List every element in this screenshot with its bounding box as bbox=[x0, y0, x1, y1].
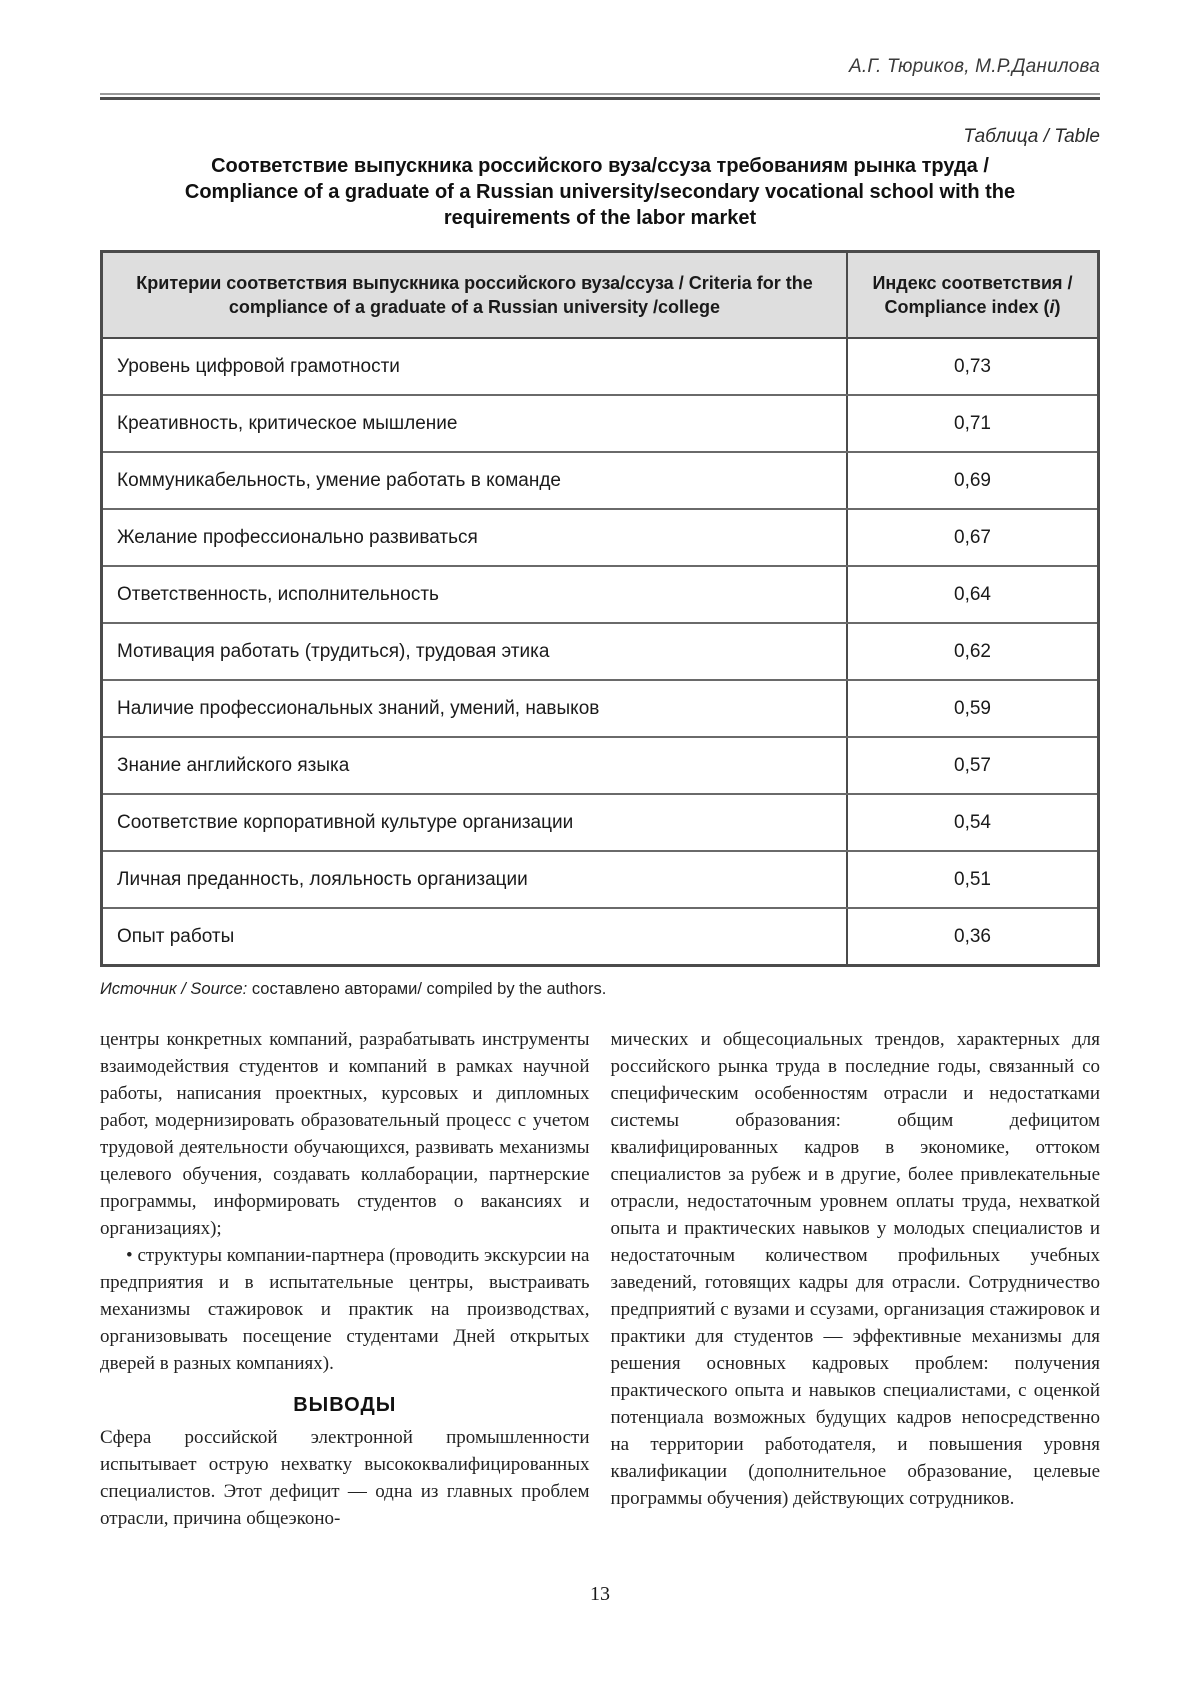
table-header-index-close: ) bbox=[1054, 297, 1061, 317]
table-header-index-i: i bbox=[1049, 297, 1055, 317]
value-cell: 0,71 bbox=[954, 412, 991, 434]
criteria-cell: Коммуникабельность, умение работать в команде bbox=[103, 453, 848, 508]
body-column-left bbox=[100, 1026, 590, 1532]
table-title bbox=[100, 153, 1100, 231]
paragraph-bullet: • структуры компании-партнера (проводить экскурсии на предприятия и в испытательные центры, выстраивать механизмы стажировок и практик на производствах, организовывать посещение студентами Дней открытых дверей в разных компаниях). bbox=[100, 1245, 590, 1374]
value-cell: 0,67 bbox=[954, 526, 991, 548]
table-header-index bbox=[848, 253, 1097, 337]
paragraph: центры конкретных компаний, разрабатывать инструменты взаимодействия студентов и компаний в рамках научной работы, написания проектных, курсовых и дипломных работ, модернизировать образовательный процесс с учетом трудовой деятельности обучающихся, развивать механизмы целевого обучения, создавать коллаборации, партнерские программы, информировать студентов о вакансиях и организациях); bbox=[100, 1029, 590, 1239]
table-header-row bbox=[103, 253, 1097, 339]
table-row bbox=[103, 681, 1097, 738]
criteria-cell: Опыт работы bbox=[103, 909, 848, 964]
conclusions-heading: ВЫВОДЫ bbox=[293, 1394, 397, 1416]
table-header-index-ru: Индекс соответствия / bbox=[872, 273, 1073, 293]
criteria-cell: Мотивация работать (трудиться), трудовая этика bbox=[103, 624, 848, 679]
table-row bbox=[103, 510, 1097, 567]
table-row bbox=[103, 567, 1097, 624]
table-row bbox=[103, 852, 1097, 909]
header-double-rule bbox=[100, 93, 1100, 100]
criteria-cell: Ответственность, исполнительность bbox=[103, 567, 848, 622]
value-cell: 0,36 bbox=[954, 925, 991, 947]
criteria-cell: Соответствие корпоративной культуре организации bbox=[103, 795, 848, 850]
running-head-authors: А.Г. Тюриков, М.Р.Данилова bbox=[849, 56, 1100, 77]
source-text: составлено авторами/ compiled by the authors. bbox=[247, 980, 607, 998]
value-cell: 0,64 bbox=[954, 583, 991, 605]
criteria-cell: Личная преданность, лояльность организации bbox=[103, 852, 848, 907]
value-cell: 0,62 bbox=[954, 640, 991, 662]
table-row bbox=[103, 339, 1097, 396]
criteria-cell: Уровень цифровой грамотности bbox=[103, 339, 848, 394]
table-title-ru: Соответствие выпускника российского вуза/ссуза требованиям рынка труда / bbox=[211, 155, 989, 177]
value-cell: 0,69 bbox=[954, 469, 991, 491]
table-title-en: Compliance of a graduate of a Russian university/secondary vocational school with the requirements of the labor market bbox=[184, 181, 1016, 229]
paragraph: мических и общесоциальных трендов, характерных для российского рынка труда в последние годы, связанный со специфическим особенностям отрасли и недостатками системы образования: общим дефицитом квалифицированных кадров в экономике, оттоком специалистов за рубеж и в другие, более привлекательные отрасли, недостаточным уровнем оплаты труда, нехваткой опыта и практических навыков у молодых специалистов и недостаточным количеством профильных учебных заведений, готовящих кадры для отрасли. Сотрудничество предприятий с вузами и ссузами, организация стажировок и практики для студентов — эффективные механизмы для решения основных кадровых проблем: получения практического опыта и навыков специалистами, с оценкой потенциала возможных будущих кадров непосредственно на территории работодателя, и повышения уровня квалификации (дополнительное образование, целевые программы обучения) действующих сотрудников. bbox=[610, 1029, 1100, 1509]
paragraph: Сфера российской электронной промышленности испытывает острую нехватку высококвалифицированных специалистов. Этот дефицит — одна из главных проблем отрасли, причина общеэконо- bbox=[100, 1427, 590, 1529]
value-cell: 0,51 bbox=[954, 868, 991, 890]
table-row bbox=[103, 909, 1097, 964]
table-header-index-en: Compliance index ( bbox=[884, 297, 1050, 317]
table-row bbox=[103, 624, 1097, 681]
source-note bbox=[100, 980, 1100, 999]
criteria-cell: Знание английского языка bbox=[103, 738, 848, 793]
compliance-table bbox=[100, 250, 1100, 967]
value-cell: 0,59 bbox=[954, 697, 991, 719]
table-row bbox=[103, 396, 1097, 453]
criteria-cell: Креативность, критическое мышление bbox=[103, 396, 848, 451]
value-cell: 0,54 bbox=[954, 811, 991, 833]
table-row bbox=[103, 795, 1097, 852]
value-cell: 0,57 bbox=[954, 754, 991, 776]
source-label: Источник / Source: bbox=[100, 980, 248, 998]
table-label: Таблица / Table bbox=[963, 126, 1100, 147]
rule-thick bbox=[100, 97, 1100, 100]
body-column-right bbox=[611, 1026, 1101, 1532]
content-area bbox=[100, 0, 1100, 1532]
page-number: 13 bbox=[590, 1583, 610, 1605]
table-row bbox=[103, 738, 1097, 795]
criteria-cell: Желание профессионально развиваться bbox=[103, 510, 848, 565]
criteria-cell: Наличие профессиональных знаний, умений, навыков bbox=[103, 681, 848, 736]
body-text bbox=[100, 1026, 1100, 1532]
table-row bbox=[103, 453, 1097, 510]
value-cell: 0,73 bbox=[954, 355, 991, 377]
table-header-criteria: Критерии соответствия выпускника российского вуза/ссуза / Criteria for the compliance of a graduate of a Russian university /college bbox=[103, 253, 848, 337]
